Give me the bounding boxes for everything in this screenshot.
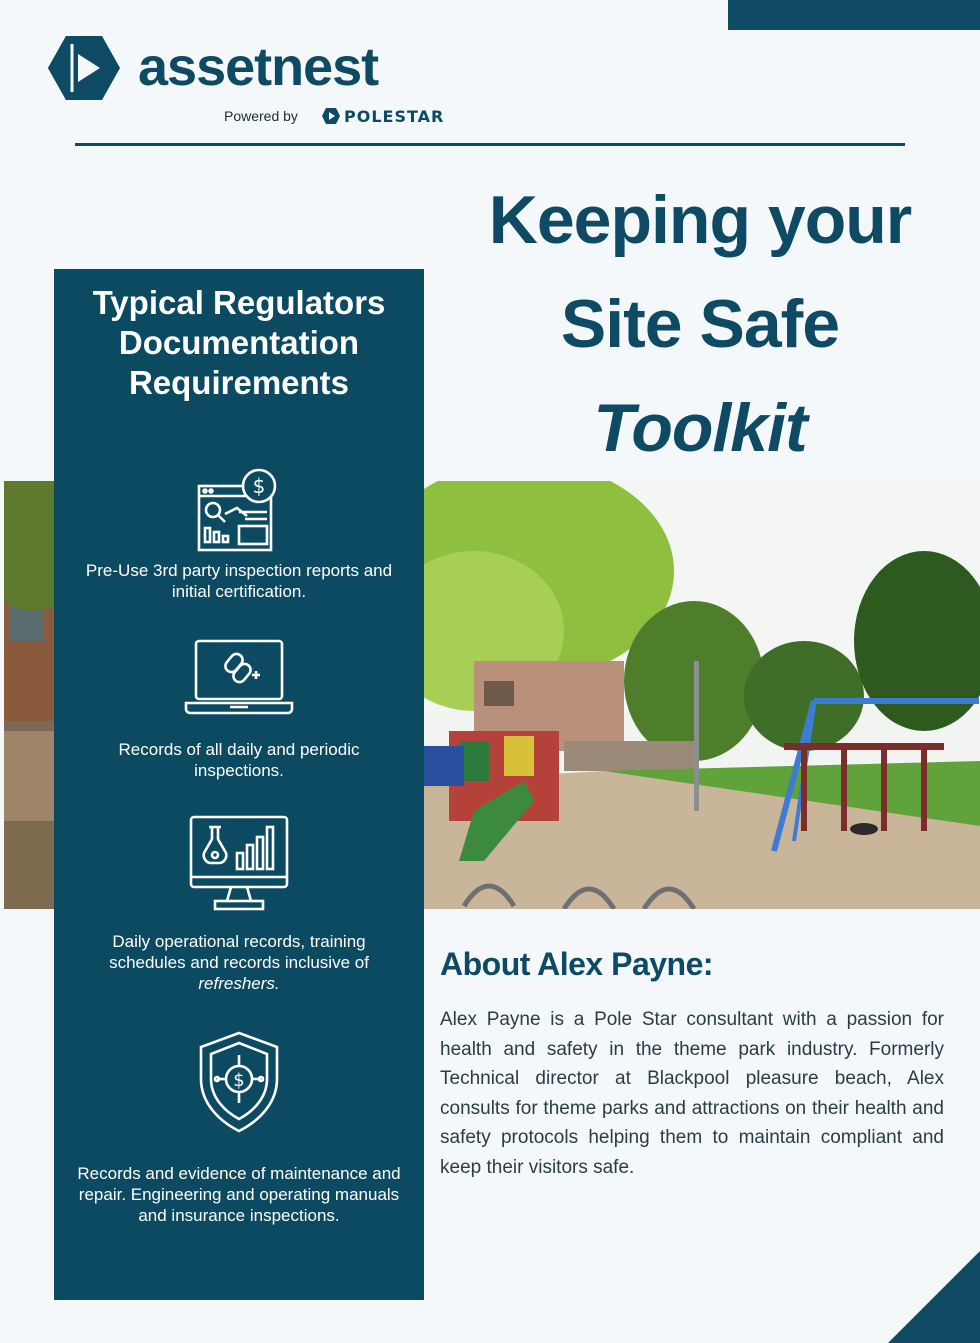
title-line-1: Keeping your (488, 182, 912, 258)
shield-dollar-icon (191, 1029, 287, 1135)
corner-accent (888, 1251, 980, 1343)
polestar-logo (322, 106, 444, 126)
requirement-text: Records of all daily and periodic inspections. (118, 740, 360, 780)
requirement-item (54, 637, 424, 781)
requirement-text (54, 931, 424, 994)
svg-text:$: $ (233, 1070, 245, 1091)
assetnest-mark-icon (48, 34, 120, 102)
requirements-panel (54, 269, 424, 1300)
laptop-link-icon (184, 637, 294, 723)
requirement-text: Records and evidence of maintenance and repair. Engineering and operating manuals and insurance inspections. (77, 1164, 401, 1225)
polestar-name: POLESTAR (344, 106, 445, 126)
brand-name: assetnest (138, 37, 379, 97)
requirement-item (54, 813, 424, 994)
requirement-item (54, 1029, 424, 1226)
title-line-3: Toolkit (593, 390, 807, 466)
about-heading: About Alex Payne: (440, 946, 714, 982)
requirement-text: Pre-Use 3rd party inspection reports and initial certification. (85, 561, 393, 601)
about-body: Alex Payne is a Pole Star consultant with a passion for health and safety in the theme park industry. Formerly Technical director at Blackpool pleasure beach, Alex consults for theme parks and attractions on their health and safety protocols helping them to maintain compliant and keep their visitors safe. (440, 1009, 944, 1178)
assetnest-logo[interactable] (48, 32, 448, 132)
report-dollar-icon (189, 464, 289, 560)
title-line-2: Site Safe (560, 286, 840, 362)
requirement-text-main: Daily operational records, training schedules and records inclusive of (109, 932, 369, 972)
top-accent-bar (728, 0, 980, 30)
page-title (440, 168, 960, 480)
powered-by-label: Powered by (224, 108, 298, 124)
svg-text:$: $ (252, 474, 266, 498)
monitor-chart-icon (187, 813, 291, 915)
requirement-text-emphasis: refreshers. (198, 974, 280, 993)
polestar-mark-icon (322, 108, 340, 124)
header-divider (75, 143, 905, 146)
requirement-item (54, 464, 424, 602)
requirements-heading: Typical Regulators Documentation Requirements (92, 284, 386, 401)
